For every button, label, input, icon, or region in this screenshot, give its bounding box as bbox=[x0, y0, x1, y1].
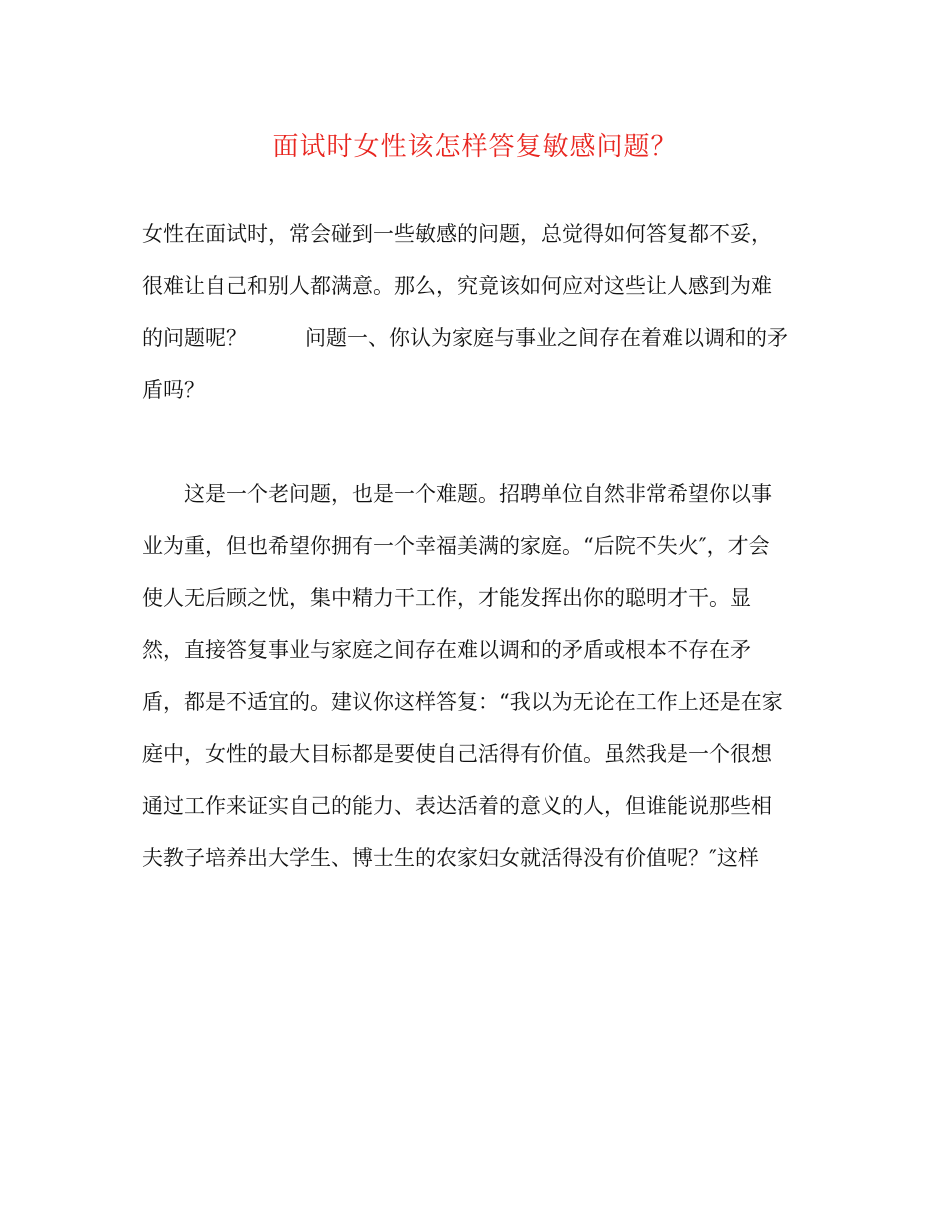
text-span: 使人无后顾之忧，集中精力干工作，才能发挥出你的聪明才干。显 bbox=[142, 586, 751, 610]
text-span: 业为重，但也希望你拥有一个幸福美满的家庭。“后院不失火″，才会 bbox=[142, 534, 770, 558]
text-line bbox=[142, 680, 807, 732]
text-line bbox=[142, 836, 807, 888]
document-body bbox=[142, 212, 807, 888]
text-line bbox=[142, 420, 807, 472]
text-span: 盾，都是不适宜的。建议你这样答复：“我以为无论在工作上还是在家 bbox=[142, 690, 783, 714]
text-line bbox=[142, 316, 807, 368]
text-span: 女性在面试时，常会碰到一些敏感的问题，总觉得如何答复都不妥， bbox=[142, 222, 772, 246]
text-span: 很难让自己和别人都满意。那么，究竟该如何应对这些让人感到为难 bbox=[142, 274, 772, 298]
text-span: 然，直接答复事业与家庭之间存在难以调和的矛盾或根本不存在矛 bbox=[142, 638, 751, 662]
text-line bbox=[142, 628, 807, 680]
text-line bbox=[142, 212, 807, 264]
text-span: 这是一个老问题，也是一个难题。招聘单位自然非常希望你以事 bbox=[184, 482, 772, 506]
text-line bbox=[142, 472, 807, 524]
text-line bbox=[142, 524, 807, 576]
document-title: 面试时女性该怎样答复敏感问题？ bbox=[272, 132, 678, 162]
text-span: 庭中，女性的最大目标都是要使自己活得有价值。虽然我是一个很想 bbox=[142, 742, 772, 766]
text-line bbox=[142, 368, 807, 420]
text-span: 的问题呢？ bbox=[142, 326, 247, 350]
text-span: 通过工作来证实自己的能力、表达活着的意义的人，但谁能说那些相 bbox=[142, 794, 772, 818]
text-line bbox=[142, 784, 807, 836]
text-span: 问题一、你认为家庭与事业之间存在着难以调和的矛 bbox=[305, 326, 788, 350]
text-span: 盾吗？ bbox=[142, 378, 205, 402]
text-span: 夫教子培养出大学生、博士生的农家妇女就活得没有价值呢？″这样 bbox=[142, 846, 759, 870]
text-line bbox=[142, 264, 807, 316]
text-line bbox=[142, 576, 807, 628]
text-line bbox=[142, 732, 807, 784]
